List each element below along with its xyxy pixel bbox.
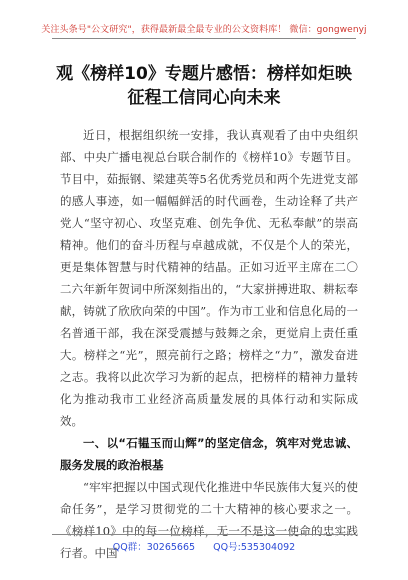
title-line-1: 观《榜样10》专题片感悟：榜样如炬映 <box>56 64 352 84</box>
footer-contact: QQ群：30265665 QQ号:535304092 <box>112 542 296 553</box>
footer-divider <box>52 534 356 535</box>
header-banner: 关注头条号"公文研究"，获得最新最全最专业的公文资料库！ 微信：gongwenyj <box>41 25 367 35</box>
section-heading-1: 一、以“石韫玉而山辉”的坚定信念，筑牢对党忠诚、服务发展的政治根基 <box>60 436 358 472</box>
paragraph-intro: 近日，根据组织统一安排，我认真观看了由中央组织部、中央广播电视总台联合制作的《榜样10》专题节目。节目中，茹振钢、梁建英等5名优秀党员和两个先进党支部的感人事迹，如一幅幅鲜活的时代画卷，生动诠释了共产党人“坚守初心、攻坚克难、创先争优、无私奉献”的崇高精神。他们的奋斗历程与卓越成就，不仅是个人的荣光，更是集体智慧与时代精神的结晶。正如习近平主席在二〇二六年新年贺词中所深刻指出的，“大家拼搏进取、耕耘奉献，铸就了欣欣向荣的中国”。作为市工业和信息化局的一名普通干部，我在深受震撼与鼓舞之余，更觉肩上责任重大。榜样之“光”，照亮前行之路；榜样之“力”，激发奋进之志。我将以此次学习为新的起点，把榜样的精神力量转化为推动我市工业经济高质量发展的具体行动和实际成效。 <box>60 128 358 428</box>
title-line-2: 征程工信同心向未来 <box>127 88 281 108</box>
document-title <box>0 62 408 110</box>
document-body <box>60 124 358 564</box>
header-divider <box>52 38 356 39</box>
paragraph-section-1: “牢牢把握以中国式现代化推进中华民族伟大复兴的使命任务”，是学习贯彻党的二十大精神的核心要求之一。《榜样10》中的每一位榜样，无一不是这一使命的忠实践行者。中国 <box>60 480 358 560</box>
